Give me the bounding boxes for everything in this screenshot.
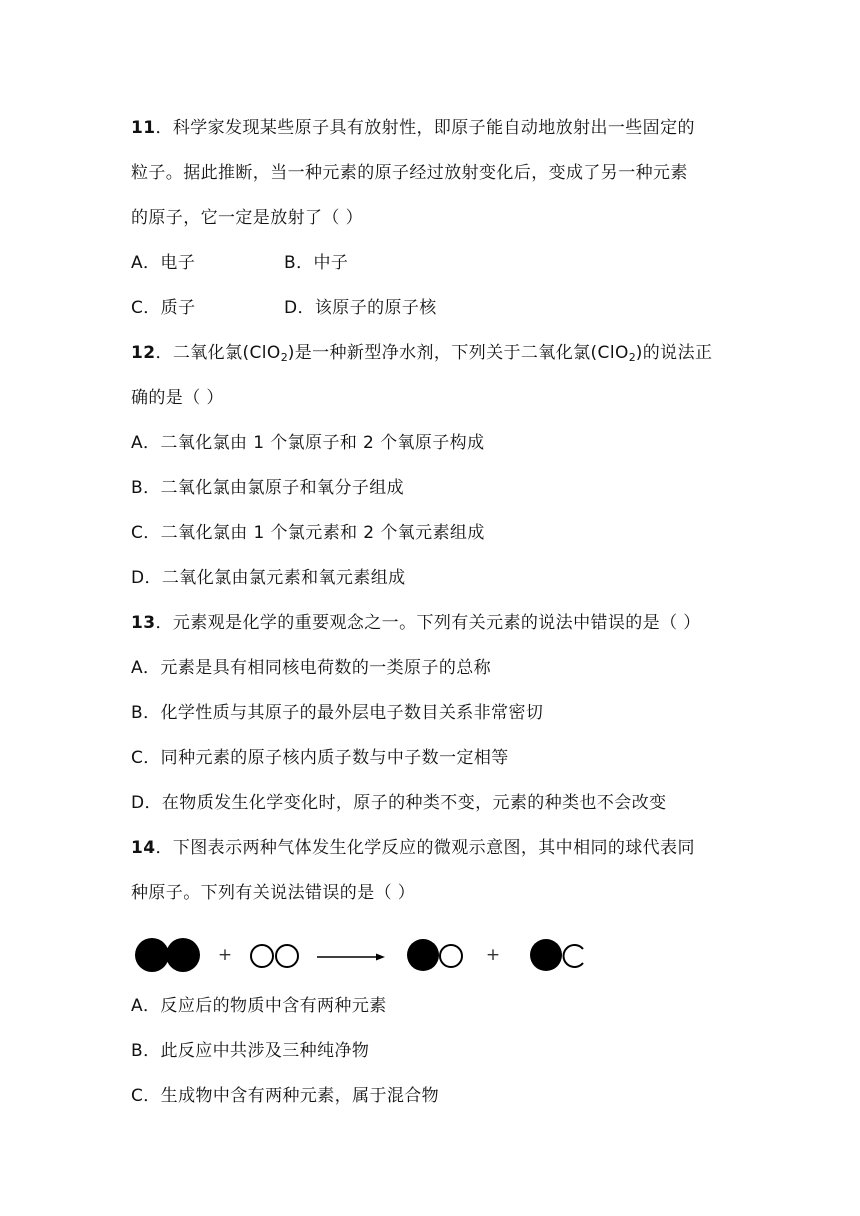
product-molecule-2: [530, 939, 583, 971]
q12-option-c[interactable]: C．二氧化氯由 1 个氯元素和 2 个氧元素组成: [131, 523, 485, 543]
reactant-black-molecule: [135, 938, 200, 972]
plus-sign-2: +: [485, 945, 501, 965]
plus-sign-1: +: [217, 945, 233, 965]
q11-stem-line-1: 11．科学家发现某些原子具有放射性，即原子能自动地放射出一些固定的: [131, 118, 695, 138]
q13-stem: 13．元素观是化学的重要观念之一。下列有关元素的说法中错误的是（ ）: [131, 613, 701, 633]
q12-option-d[interactable]: D．二氧化氯由氯元素和氧元素组成: [131, 568, 406, 588]
q14-number: 14: [131, 838, 156, 858]
q14-option-c[interactable]: C．生成物中含有两种元素，属于混合物: [131, 1086, 440, 1106]
q11-stem-line-2: 粒子。据此推断，当一种元素的原子经过放射变化后，变成了另一种元素: [131, 163, 688, 183]
product-molecule-1: [407, 939, 462, 971]
q13-option-b[interactable]: B．化学性质与其原子的最外层电子数目关系非常密切: [131, 703, 544, 723]
q13-number: 13: [131, 613, 156, 633]
q12-stem-line-1: 12．二氧化氯(ClO$_2$)是一种新型净水剂，下列关于二氧化氯(ClO$_2$)的说法正: [131, 343, 713, 364]
q12-option-b[interactable]: B．二氧化氯由氯原子和氧分子组成: [131, 478, 405, 498]
q11-option-d[interactable]: D．该原子的原子核: [284, 298, 437, 318]
q12-stem-line-2: 确的是（ ）: [131, 388, 224, 408]
q11-option-b[interactable]: B．中子: [284, 253, 349, 273]
q11-option-c[interactable]: C．质子: [131, 298, 196, 318]
q12-number: 12: [131, 343, 156, 363]
q11-options-row-2: [131, 296, 437, 320]
q14-stem-line-2: 种原子。下列有关说法错误的是（ ）: [131, 883, 416, 903]
q13-option-c[interactable]: C．同种元素的原子核内质子数与中子数一定相等: [131, 748, 509, 768]
q14-option-b[interactable]: B．此反应中共涉及三种纯净物: [131, 1041, 370, 1061]
q11-number: 11: [131, 118, 156, 138]
q11-options-row-1: [131, 251, 349, 275]
q11-option-a[interactable]: A．电子: [131, 253, 196, 273]
reaction-arrow: [317, 954, 385, 961]
q11-stem-line-3: 的原子，它一定是放射了（ ）: [131, 208, 364, 228]
q12-option-a[interactable]: A．二氧化氯由 1 个氯原子和 2 个氧原子构成: [131, 433, 485, 453]
q13-option-d[interactable]: D．在物质发生化学变化时，原子的种类不变，元素的种类也不会改变: [131, 793, 667, 813]
reaction-diagram: [131, 932, 601, 980]
reactant-white-molecule: [251, 945, 298, 967]
q13-option-a[interactable]: A．元素是具有相同核电荷数的一类原子的总称: [131, 658, 492, 678]
q14-option-a[interactable]: A．反应后的物质中含有两种元素: [131, 996, 387, 1016]
q14-stem-line-1: 14．下图表示两种气体发生化学反应的微观示意图，其中相同的球代表同: [131, 838, 695, 858]
